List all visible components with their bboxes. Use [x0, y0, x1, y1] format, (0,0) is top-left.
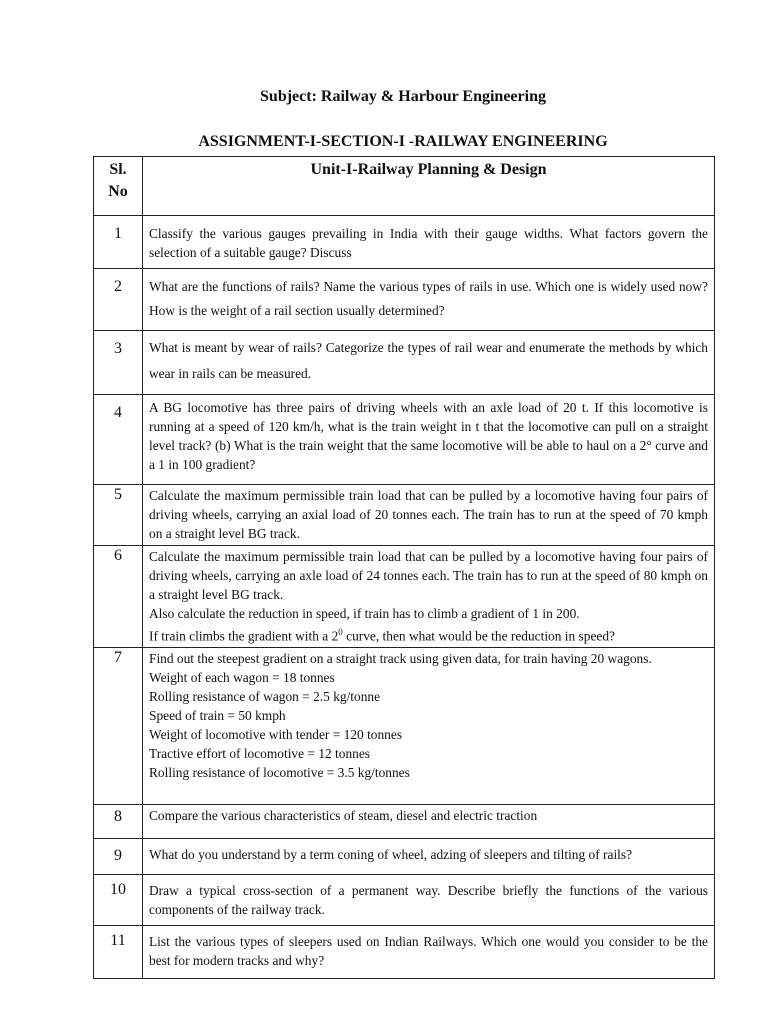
row-number: 9 [94, 839, 143, 875]
question-text: What do you understand by a term coning of wheel, adzing of sleepers and tilting of rails? [143, 839, 715, 875]
data-item: Weight of locomotive with tender = 120 tonnes [149, 727, 403, 743]
degree-superscript: 0 [338, 627, 343, 637]
row-number: 11 [94, 926, 143, 979]
subject-heading: Subject: Railway & Harbour Engineering [260, 88, 546, 105]
row-number: 2 [94, 269, 143, 331]
assignment-title: ASSIGNMENT-I-SECTION-I -RAILWAY ENGINEERING [198, 133, 608, 150]
table-row [94, 395, 715, 485]
question-text: What are the functions of rails? Name the various types of rails in use. Which one is widely used now? How is the weight of a rail section usually determined? [143, 269, 715, 331]
table-row [94, 805, 715, 839]
question-text-part3 [149, 623, 708, 645]
row-number: 1 [94, 216, 143, 269]
row-number: 6 [94, 546, 143, 648]
row-number: 4 [94, 395, 143, 485]
serial-header-line1: Sl. [109, 161, 127, 178]
row-number: 7 [94, 648, 143, 805]
question-table [93, 156, 715, 979]
question-text: Calculate the maximum permissible train load that can be pulled by a locomotive having four pairs of driving wheels, carrying an axle load of 24 tonnes each. The train has to run at the speed of 80 kmph on a straight level BG track. [149, 549, 708, 602]
data-item: Tractive effort of locomotive = 12 tonnes [149, 746, 371, 762]
serial-header-line2: No [108, 183, 128, 200]
table-row [94, 485, 715, 546]
unit-title: Unit-I-Railway Planning & Design [143, 157, 715, 216]
row-number: 5 [94, 485, 143, 546]
question-text: Compare the various characteristics of steam, diesel and electric traction [143, 805, 715, 839]
data-item: Weight of each wagon = 18 tonnes [149, 670, 335, 686]
table-row [94, 875, 715, 926]
question-text-part2: Also calculate the reduction in speed, if train has to climb a gradient of 1 in 200. [149, 606, 580, 621]
row-number: 3 [94, 331, 143, 395]
question-cell [143, 648, 715, 805]
question-text: List the various types of sleepers used on Indian Railways. Which one would you consider to be the best for modern tracks and why? [143, 926, 715, 979]
table-row [94, 546, 715, 648]
text-fragment: If train climbs the gradient with a 2 [149, 628, 339, 644]
table-row [94, 331, 715, 395]
data-item: Rolling resistance of wagon = 2.5 kg/tonne [149, 689, 381, 705]
data-item: Rolling resistance of locomotive = 3.5 kg/tonnes [149, 765, 410, 781]
question-text: Classify the various gauges prevailing in India with their gauge widths. What factors govern the selection of a suitable gauge? Discuss [143, 216, 715, 269]
row-number: 10 [94, 875, 143, 926]
question-text: A BG locomotive has three pairs of driving wheels with an axle load of 20 t. If this locomotive is running at a speed of 120 km/h, what is the train weight in t that the locomotive can pull on a straight level track? (b) What is the train weight that the same locomotive will be able to haul on a 2° curve and a 1 in 100 gradient? [143, 395, 715, 485]
row-number: 8 [94, 805, 143, 839]
table-row [94, 216, 715, 269]
table-row [94, 648, 715, 805]
question-text: Find out the steepest gradient on a straight track using given data, for train having 20 wagons. [149, 651, 652, 667]
data-item: Speed of train = 50 kmph [149, 708, 286, 724]
table-header-row [94, 157, 715, 216]
question-text: Draw a typical cross-section of a permanent way. Describe briefly the functions of the various components of the railway track. [143, 875, 715, 926]
table-row [94, 269, 715, 331]
serial-number-header [94, 157, 143, 216]
question-text: Calculate the maximum permissible train load that can be pulled by a locomotive having four pairs of driving wheels, carrying an axial load of 20 tonnes each. The train has to run at the speed of 70 kmph on a straight level BG track. [143, 485, 715, 546]
table-row [94, 839, 715, 875]
question-cell [143, 546, 715, 648]
text-fragment: curve, then what would be the reduction in speed? [342, 628, 615, 644]
table-row [94, 926, 715, 979]
question-text: What is meant by wear of rails? Categorize the types of rail wear and enumerate the methods by which wear in rails can be measured. [143, 331, 715, 395]
